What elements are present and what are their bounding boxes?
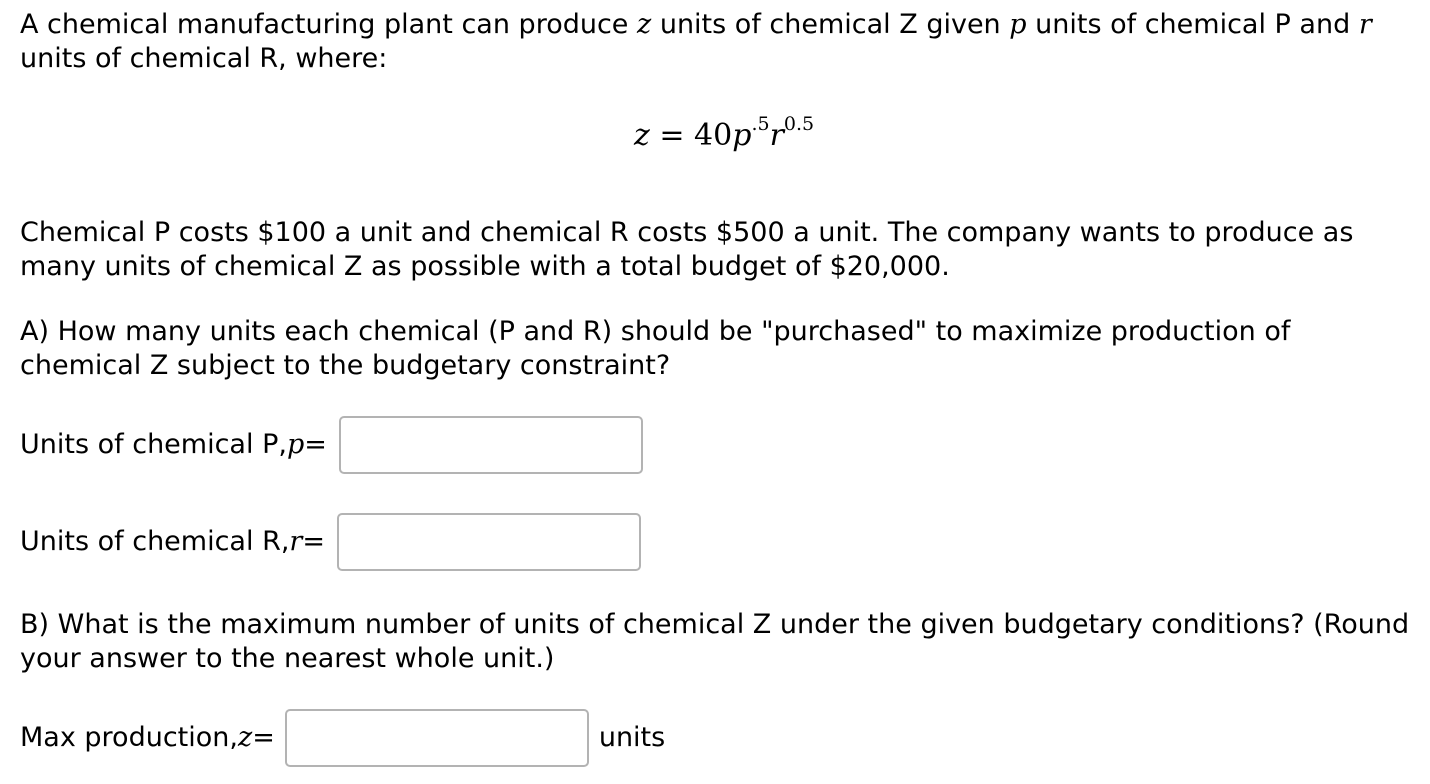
intro-text-4: units of chemical R, where: <box>20 43 388 74</box>
question-b: B) What is the maximum number of units of chemical Z under the given budgetary conditions? (Round your answer to the nearest whole unit.) <box>20 609 1410 674</box>
formula-lhs: z <box>634 118 650 153</box>
intro-text-1: A chemical manufacturing plant can produce <box>20 9 638 40</box>
units-label: units <box>598 722 666 753</box>
production-formula <box>634 108 814 156</box>
field-p-eq: = <box>304 429 327 460</box>
formula-exponent-r: 0.5 <box>783 113 815 135</box>
field-p-var: p <box>286 429 305 460</box>
field-p-label: Units of chemical P, <box>20 429 287 460</box>
intro-var-p: p <box>1009 9 1027 40</box>
answer-row-z <box>20 709 665 767</box>
formula-var-r: r <box>769 118 784 153</box>
field-r-label: Units of chemical R, <box>20 526 290 557</box>
intro-text-3: units of chemical P and <box>1026 9 1359 40</box>
formula-exponent-p: .5 <box>751 113 770 135</box>
intro-var-r: r <box>1358 9 1372 40</box>
answer-row-r <box>20 513 641 571</box>
max-production-input[interactable] <box>285 709 589 767</box>
intro-var-z: z <box>637 9 652 40</box>
units-p-input[interactable] <box>339 416 643 474</box>
formula-var-p: p <box>732 118 752 153</box>
field-z-label: Max production, <box>20 722 238 753</box>
intro-paragraph <box>20 8 1410 76</box>
field-z-var: z <box>237 722 253 753</box>
answer-row-p <box>20 416 643 474</box>
field-r-eq: = <box>302 526 325 557</box>
formula-coefficient: 40 <box>694 118 733 153</box>
question-a: A) How many units each chemical (P and R) should be "purchased" to maximize production of chemical Z subject to the budgetary constraint? <box>20 316 1291 381</box>
formula-equals: = <box>649 118 695 153</box>
intro-text-2: units of chemical Z given <box>651 9 1010 40</box>
field-r-var: r <box>289 526 303 557</box>
units-r-input[interactable] <box>337 513 641 571</box>
field-z-eq: = <box>252 722 275 753</box>
costs-paragraph: Chemical P costs $100 a unit and chemical R costs $500 a unit. The company wants to produce as many units of chemical Z as possible with a total budget of $20,000. <box>20 217 1354 282</box>
